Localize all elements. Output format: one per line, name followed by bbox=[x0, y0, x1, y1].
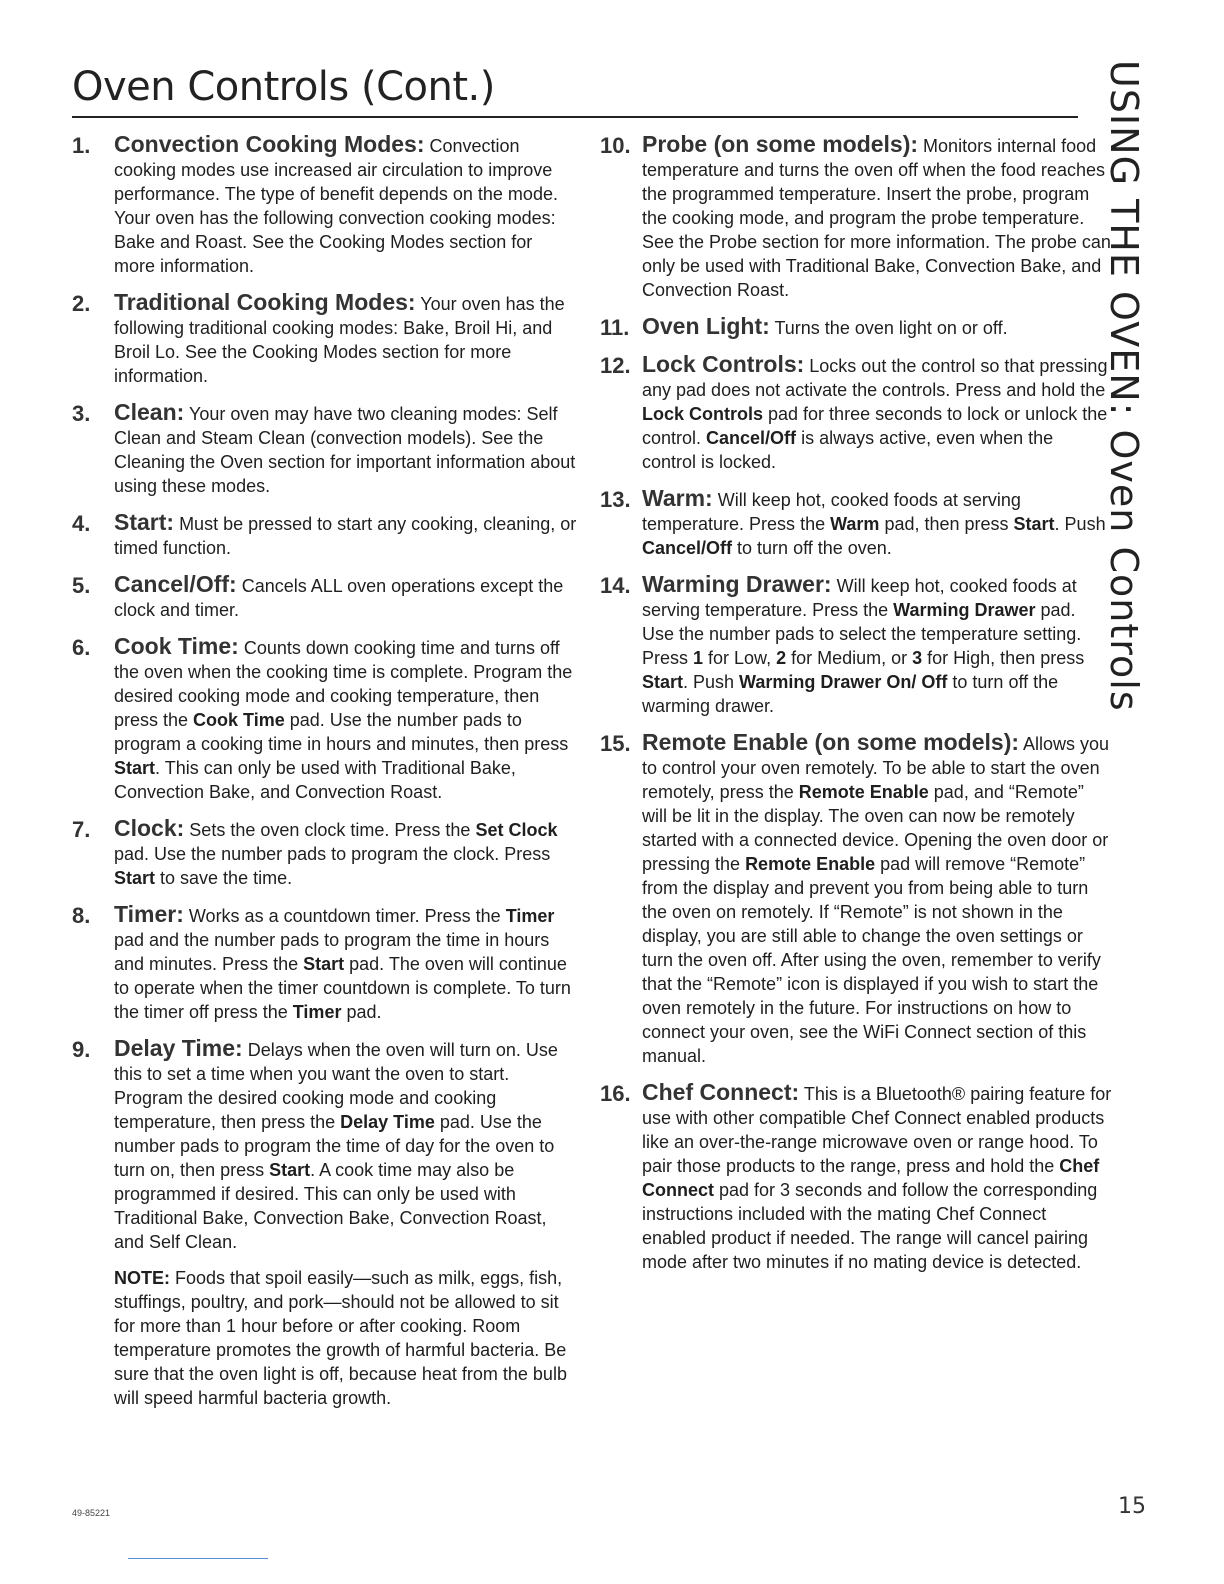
item-text: pad will remove “Remote” from the display and prevent you from being able to turn the oven on remotely. If “Remote” is not shown in the display, you are still able to change the oven settings or turn the oven off. After using the oven, remember to verify that the “Remote” icon is displayed if you wish to start the oven remotely in the future. For instructions on how to connect your oven, see the WiFi Connect section of this manual. bbox=[642, 854, 1101, 1066]
item-keyword: Set Clock bbox=[475, 820, 558, 840]
page-number: 15 bbox=[1118, 1494, 1146, 1519]
control-item bbox=[72, 902, 578, 1024]
item-text: pad for 3 seconds and follow the corresponding instructions included with the mating Chef Connect enabled product if needed. The range will cancel pairing mode after two minutes if no mating device is detected. bbox=[642, 1180, 1098, 1272]
item-number: 5. bbox=[72, 573, 91, 598]
item-number: 3. bbox=[72, 401, 91, 426]
control-item bbox=[72, 816, 578, 890]
document-code: 49-85221 bbox=[72, 1508, 111, 1518]
control-item bbox=[72, 572, 578, 622]
item-number: 7. bbox=[72, 817, 91, 842]
item-keyword: Timer bbox=[505, 906, 555, 926]
item-number: 9. bbox=[72, 1037, 91, 1062]
item-number: 13. bbox=[600, 487, 631, 512]
item-text: pad, then press bbox=[879, 514, 1014, 534]
item-text: pad. Use the number pads to select the temperature setting. Press bbox=[642, 600, 1082, 668]
item-number: 15. bbox=[600, 731, 631, 756]
item-term: Chef Connect: bbox=[642, 1079, 800, 1105]
item-number: 11. bbox=[600, 315, 630, 340]
item-keyword: Start bbox=[1013, 514, 1055, 534]
item-text: is always active, even when the control is locked. bbox=[642, 428, 1054, 472]
section-side-title: USING THE OVEN: Oven Controls bbox=[1102, 60, 1146, 712]
item-text: Sets the oven clock time. Press the bbox=[184, 820, 476, 840]
control-item bbox=[600, 1080, 1112, 1274]
item-keyword: Start bbox=[114, 758, 156, 778]
item-number: 6. bbox=[72, 635, 91, 660]
item-text: Must be pressed to start any cooking, cleaning, or timed function. bbox=[114, 514, 577, 558]
control-item bbox=[600, 486, 1112, 560]
item-keyword: 2 bbox=[776, 648, 787, 668]
item-term: Convection Cooking Modes: bbox=[114, 131, 425, 157]
item-text: for Low, bbox=[703, 648, 777, 668]
controls-list-right bbox=[600, 132, 1112, 1286]
item-keyword: Chef Connect bbox=[642, 1156, 1100, 1200]
item-keyword: Cook Time bbox=[193, 710, 285, 730]
item-number: 1. bbox=[72, 133, 91, 158]
item-term: Warm: bbox=[642, 485, 713, 511]
control-item bbox=[72, 510, 578, 560]
item-text: pad. Use the number pads to program the time of day for the oven to turn on, then press bbox=[114, 1112, 555, 1180]
item-text: pad. Use the number pads to program a cooking time in hours and minutes, then press bbox=[114, 710, 569, 754]
item-keyword: Warming Drawer On/ Off bbox=[739, 672, 948, 692]
item-keyword: Remote Enable bbox=[798, 782, 929, 802]
item-text: Your oven has the following traditional cooking modes: Bake, Broil Hi, and Broil Lo. See the Cooking Modes section for more information. bbox=[114, 294, 565, 386]
item-text: Turns the oven light on or off. bbox=[769, 318, 1008, 338]
item-text: . Push bbox=[683, 672, 740, 692]
item-text: Delays when the oven will turn on. Use this to set a time when you want the oven to start. Program the desired cooking mode and cooking temperature, then press the bbox=[114, 1040, 558, 1132]
item-keyword: Start bbox=[642, 672, 684, 692]
item-text: Allows you to control your oven remotely. To be able to start the oven remotely, press the bbox=[642, 734, 1110, 802]
control-item bbox=[72, 400, 578, 498]
item-text: This is a Bluetooth® pairing feature for use with other compatible Chef Connect enabled products like an over-the-range microwave oven or range hood. To pair those products to the range, press and hold the bbox=[642, 1084, 1112, 1176]
item-text: Convection cooking modes use increased air circulation to improve performance. The type of benefit depends on the mode. Your oven has the following convection cooking modes: Bake and Roast. See the Cooking Modes section for more information. bbox=[114, 136, 558, 276]
item-number: 16. bbox=[600, 1081, 631, 1106]
item-term: Remote Enable (on some models): bbox=[642, 729, 1020, 755]
item-term: Delay Time: bbox=[114, 1035, 243, 1061]
item-text: Will keep hot, cooked foods at serving temperature. Press the bbox=[642, 490, 1021, 534]
food-safety-note bbox=[72, 1266, 578, 1410]
item-keyword: Start bbox=[303, 954, 345, 974]
link-underline bbox=[128, 1558, 268, 1559]
item-keyword: Warm bbox=[830, 514, 880, 534]
item-text: Your oven may have two cleaning modes: Self Clean and Steam Clean (convection models). See the Cleaning the Oven section for important information about using these modes. bbox=[114, 404, 576, 496]
item-term: Clock: bbox=[114, 815, 185, 841]
item-text: pad. bbox=[341, 1002, 382, 1022]
item-text: pad. The oven will continue to operate when the timer countdown is complete. To turn the timer off press the bbox=[114, 954, 571, 1022]
item-term: Oven Light: bbox=[642, 313, 770, 339]
control-item bbox=[600, 352, 1112, 474]
item-text: Monitors internal food temperature and turns the oven off when the food reaches the programmed temperature. Insert the probe, program the cooking mode, and program the probe temperature. See the Probe section for more information. The probe can only be used with Traditional Bake, Convection Bake, and Convection Roast. bbox=[642, 136, 1111, 300]
control-item bbox=[600, 572, 1112, 718]
control-item bbox=[600, 730, 1112, 1068]
controls-list-left bbox=[72, 132, 578, 1410]
item-term: Clean: bbox=[114, 399, 185, 425]
item-keyword: Start bbox=[114, 868, 156, 888]
item-text: to save the time. bbox=[155, 868, 293, 888]
item-term: Timer: bbox=[114, 901, 184, 927]
item-term: Lock Controls: bbox=[642, 351, 805, 377]
item-number: 2. bbox=[72, 291, 91, 316]
control-item bbox=[72, 1036, 578, 1254]
item-keyword: Timer bbox=[292, 1002, 342, 1022]
item-number: 12. bbox=[600, 353, 631, 378]
item-text: . Push bbox=[1054, 514, 1106, 534]
note-label: NOTE: bbox=[114, 1268, 170, 1288]
item-number: 14. bbox=[600, 573, 631, 598]
item-text: pad. Use the number pads to program the clock. Press bbox=[114, 844, 551, 864]
item-term: Start: bbox=[114, 509, 175, 535]
page-title: Oven Controls (Cont.) bbox=[72, 64, 495, 110]
item-text: . This can only be used with Traditional Bake, Convection Bake, and Convection Roast. bbox=[114, 758, 516, 802]
item-keyword: Cancel/Off bbox=[642, 538, 733, 558]
control-item bbox=[72, 634, 578, 804]
item-keyword: Delay Time bbox=[340, 1112, 435, 1132]
item-keyword: Start bbox=[269, 1160, 311, 1180]
item-number: 8. bbox=[72, 903, 91, 928]
item-keyword: Cancel/Off bbox=[706, 428, 797, 448]
item-keyword: Warming Drawer bbox=[893, 600, 1036, 620]
title-divider bbox=[72, 116, 1078, 118]
item-keyword: Remote Enable bbox=[745, 854, 876, 874]
item-text: to turn off the warming drawer. bbox=[642, 672, 1059, 716]
item-term: Traditional Cooking Modes: bbox=[114, 289, 416, 315]
item-text: Locks out the control so that pressing any pad does not activate the controls. Press and hold the bbox=[642, 356, 1108, 400]
control-item bbox=[72, 132, 578, 278]
item-number: 4. bbox=[72, 511, 91, 536]
control-item bbox=[600, 314, 1112, 340]
item-term: Cancel/Off: bbox=[114, 571, 237, 597]
control-item bbox=[72, 290, 578, 388]
item-text: Cancels ALL oven operations except the clock and timer. bbox=[114, 576, 564, 620]
note-text: Foods that spoil easily—such as milk, eggs, fish, stuffings, poultry, and pork—should not be allowed to sit for more than 1 hour before or after cooking. Room temperature promotes the growth of harmful bacteria. Be sure that the oven light is off, because heat from the bulb will speed harmful bacteria growth. bbox=[114, 1268, 567, 1408]
item-keyword: 3 bbox=[912, 648, 923, 668]
item-text: to turn off the oven. bbox=[732, 538, 892, 558]
item-text: for Medium, or bbox=[786, 648, 913, 668]
item-text: Works as a countdown timer. Press the bbox=[183, 906, 506, 926]
item-text: pad, and “Remote” will be lit in the display. The oven can now be remotely started with a connected device. Opening the oven door or pressing the bbox=[642, 782, 1109, 874]
item-number: 10. bbox=[600, 133, 631, 158]
item-text: pad for three seconds to lock or unlock the control. bbox=[642, 404, 1108, 448]
item-term: Probe (on some models): bbox=[642, 131, 919, 157]
item-text: pad and the number pads to program the time in hours and minutes. Press the bbox=[114, 930, 550, 974]
item-keyword: Lock Controls bbox=[642, 404, 764, 424]
item-term: Warming Drawer: bbox=[642, 571, 832, 597]
item-text: Will keep hot, cooked foods at serving temperature. Press the bbox=[642, 576, 1077, 620]
item-text: . A cook time may also be programmed if desired. This can only be used with Traditional Bake, Convection Bake, Convection Roast, and Self Clean. bbox=[114, 1160, 547, 1252]
item-text: for High, then press bbox=[922, 648, 1085, 668]
control-item bbox=[600, 132, 1112, 302]
item-keyword: 1 bbox=[693, 648, 704, 668]
item-text: Counts down cooking time and turns off the oven when the cooking time is complete. Program the desired cooking mode and cooking temperature, then press the bbox=[114, 638, 573, 730]
item-term: Cook Time: bbox=[114, 633, 239, 659]
